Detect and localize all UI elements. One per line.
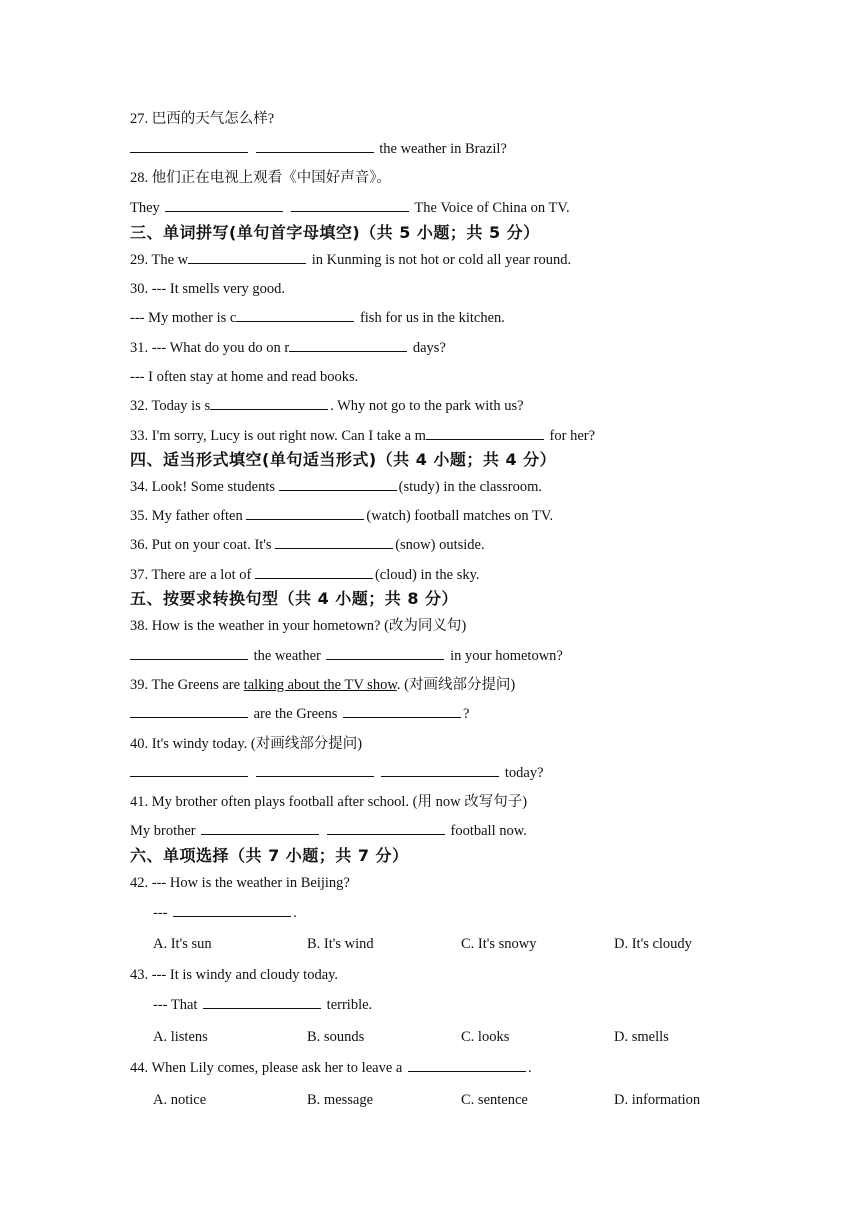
question-27-prompt: 27. 巴西的天气怎么样? [130, 111, 275, 127]
question-34-tail: (study) in the classroom. [398, 479, 542, 495]
answer-blank[interactable] [256, 764, 374, 777]
question-43-option-a[interactable]: A. listens [153, 1029, 208, 1045]
answer-tail: the weather in Brazil? [379, 141, 507, 157]
answer-blank[interactable] [381, 764, 499, 777]
answer-blank[interactable] [256, 140, 374, 153]
question-28-prompt: 28. 他们正在电视上观看《中国好声音》。 [130, 170, 391, 186]
question-32 [130, 397, 524, 415]
question-43-option-b[interactable]: B. sounds [307, 1029, 365, 1045]
question-35-tail: (watch) football matches on TV. [366, 508, 554, 524]
answer-blank[interactable] [275, 536, 393, 549]
question-34-head: 34. Look! Some students [130, 479, 275, 495]
question-29-tail: in Kunming is not hot or cold all year round. [311, 252, 572, 268]
answer-head: --- [153, 905, 168, 921]
question-31-line2: --- I often stay at home and read books. [130, 369, 359, 385]
answer-tail: today? [504, 765, 544, 781]
question-42-option-c[interactable]: C. It's snowy [461, 936, 537, 952]
question-42-option-d[interactable]: D. It's cloudy [614, 936, 692, 952]
question-38-prompt: 38. How is the weather in your hometown? (改为同义句) [130, 618, 467, 634]
question-34 [130, 478, 542, 496]
question-43-answer-line [153, 996, 372, 1014]
answer-tail: terrible. [326, 997, 373, 1013]
answer-mid: are the Greens [253, 706, 338, 722]
question-44-option-c[interactable]: C. sentence [461, 1092, 528, 1108]
answer-head: --- That [153, 997, 198, 1013]
question-27-answer-line [130, 140, 507, 158]
question-42-option-a[interactable]: A. It's sun [153, 936, 212, 952]
question-40-answer-line [130, 764, 544, 782]
question-44-option-d[interactable]: D. information [614, 1092, 701, 1108]
question-44-prompt: 44. When Lily comes, please ask her to leave a [130, 1060, 403, 1076]
answer-blank[interactable] [130, 140, 248, 153]
question-30-line2 [130, 309, 505, 327]
answer-tail: . [527, 1060, 532, 1076]
question-39-post: . (对画线部分提问) [396, 677, 516, 693]
question-37 [130, 566, 480, 584]
answer-blank[interactable] [255, 566, 373, 579]
section-6-heading: 六、单项选择（共 7 小题；共 7 分） [130, 846, 409, 865]
answer-blank[interactable] [246, 507, 364, 520]
answer-blank[interactable] [289, 339, 407, 352]
question-30-head: --- My mother is c [130, 310, 237, 326]
question-37-tail: (cloud) in the sky. [374, 567, 480, 583]
question-43-prompt: 43. --- It is windy and cloudy today. [130, 967, 339, 983]
answer-head: My brother [130, 823, 196, 839]
answer-blank[interactable] [210, 397, 328, 410]
question-36-head: 36. Put on your coat. It's [130, 537, 272, 553]
question-41-prompt: 41. My brother often plays football after school. (用 now 改写句子) [130, 794, 528, 810]
question-43-option-c[interactable]: C. looks [461, 1029, 510, 1045]
question-41-answer-line [130, 822, 527, 840]
question-40-prompt: 40. It's windy today. (对画线部分提问) [130, 736, 363, 752]
question-33 [130, 427, 595, 445]
question-31 [130, 339, 446, 357]
question-29-head: 29. The w [130, 252, 189, 268]
answer-tail: in your hometown? [450, 648, 563, 664]
question-30-tail: fish for us in the kitchen. [359, 310, 505, 326]
section-3-heading: 三、单词拼写(单句首字母填空)（共 5 小题；共 5 分） [130, 223, 540, 242]
answer-blank[interactable] [326, 647, 444, 660]
question-35-head: 35. My father often [130, 508, 243, 524]
answer-blank[interactable] [165, 199, 283, 212]
section-5-heading: 五、按要求转换句型（共 4 小题；共 8 分） [130, 589, 459, 608]
question-39-underlined: talking about the TV show [243, 677, 397, 693]
question-36 [130, 536, 485, 554]
answer-blank[interactable] [291, 199, 409, 212]
question-32-head: 32. Today is s [130, 398, 211, 414]
answer-blank[interactable] [426, 427, 544, 440]
answer-head: They [130, 200, 160, 216]
answer-blank[interactable] [201, 822, 319, 835]
answer-blank[interactable] [130, 647, 248, 660]
question-44-option-a[interactable]: A. notice [153, 1092, 207, 1108]
answer-blank[interactable] [173, 904, 291, 917]
question-39-pre: 39. The Greens are [130, 677, 241, 693]
question-33-tail: for her? [549, 428, 596, 444]
section-4-heading: 四、适当形式填空(单句适当形式)（共 4 小题；共 4 分） [130, 450, 557, 469]
answer-mid: the weather [253, 648, 321, 664]
answer-tail: The Voice of China on TV. [414, 200, 570, 216]
question-44-prompt-line [130, 1059, 532, 1077]
question-44-option-b[interactable]: B. message [307, 1092, 374, 1108]
question-35 [130, 507, 553, 525]
answer-blank[interactable] [130, 764, 248, 777]
answer-blank[interactable] [408, 1059, 526, 1072]
question-31-tail: days? [412, 340, 446, 356]
question-42-option-b[interactable]: B. It's wind [307, 936, 374, 952]
question-39-answer-line [130, 705, 469, 723]
answer-tail: football now. [450, 823, 527, 839]
answer-blank[interactable] [130, 705, 248, 718]
question-43-option-d[interactable]: D. smells [614, 1029, 669, 1045]
question-42-answer-line [153, 904, 297, 922]
answer-blank[interactable] [327, 822, 445, 835]
question-31-head: 31. --- What do you do on r [130, 340, 290, 356]
question-38-answer-line [130, 647, 563, 665]
question-29 [130, 251, 571, 269]
question-28-answer-line [130, 199, 570, 217]
question-39-prompt [130, 676, 515, 694]
question-37-head: 37. There are a lot of [130, 567, 252, 583]
answer-blank[interactable] [343, 705, 461, 718]
question-32-tail: . Why not go to the park with us? [330, 398, 524, 414]
answer-tail: ? [462, 706, 470, 722]
answer-blank[interactable] [203, 996, 321, 1009]
question-30-line1: 30. --- It smells very good. [130, 281, 286, 297]
question-42-prompt: 42. --- How is the weather in Beijing? [130, 875, 350, 891]
question-36-tail: (snow) outside. [395, 537, 485, 553]
question-33-head: 33. I'm sorry, Lucy is out right now. Can I take a m [130, 428, 426, 444]
answer-blank[interactable] [188, 251, 306, 264]
answer-blank[interactable] [236, 309, 354, 322]
answer-tail: . [293, 905, 297, 921]
answer-blank[interactable] [279, 478, 397, 491]
